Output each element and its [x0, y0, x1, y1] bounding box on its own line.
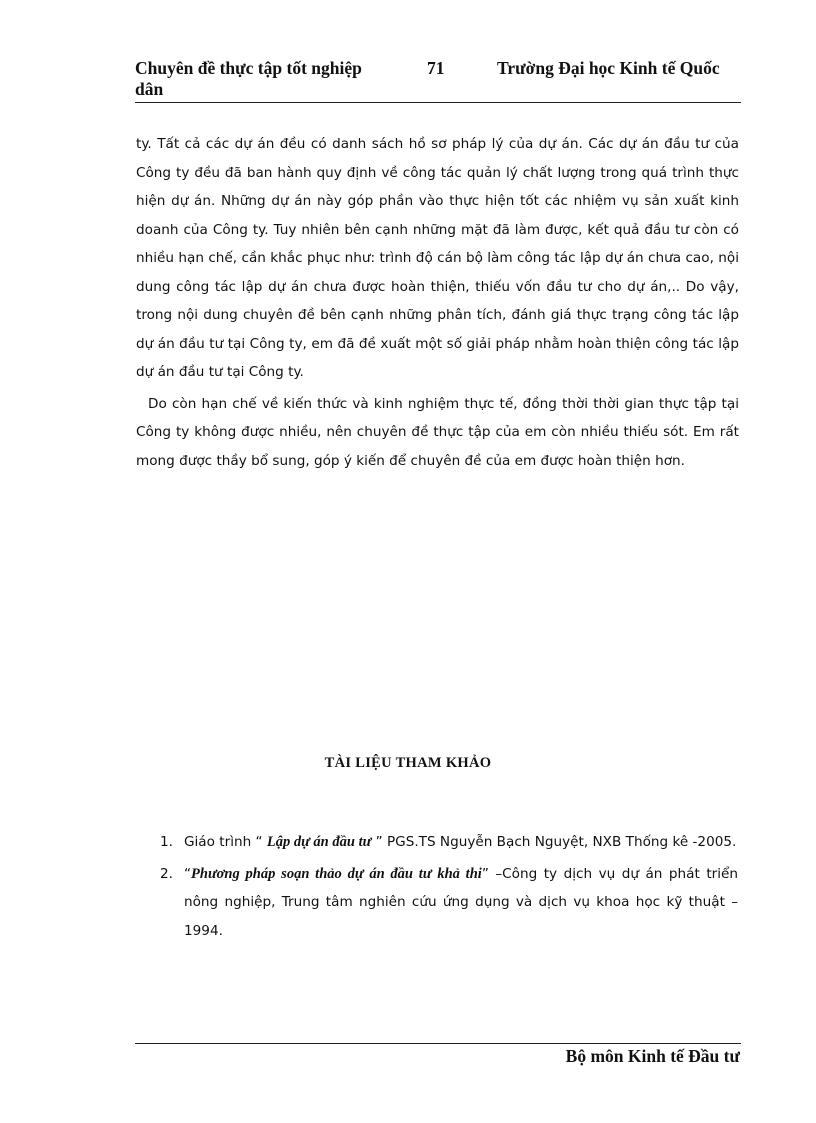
body-text — [136, 130, 739, 475]
reference-number: 2. — [160, 865, 173, 882]
reference-details: ” –Công ty dịch vụ dự án phát triển nông nghiệp, Trung tâm nghiên cứu ứng dụng và dịch vụ khoa học kỹ thuật – 1994. — [184, 865, 738, 939]
reference-item — [160, 860, 738, 946]
page-header — [135, 58, 741, 103]
page-footer: Bộ môn Kinh tế Đầu tư — [565, 1046, 740, 1066]
reference-prefix: Giáo trình “ — [184, 834, 267, 850]
paragraph: Do còn hạn chế về kiến thức và kinh nghiệm thực tế, đồng thời thời gian thực tập tại Công ty không được nhiều, nên chuyên đề thực tập của em còn nhiều thiếu sót. Em rất mong được thầy bổ sung, góp ý kiến để chuyên đề của em được hoàn thiện hơn. — [136, 395, 739, 469]
references-heading: TÀI LIỆU THAM KHẢO — [324, 755, 492, 771]
reference-prefix: “ — [184, 865, 192, 882]
reference-book-title: Lập dự án đầu tư — [266, 834, 372, 850]
reference-number: 1. — [160, 834, 173, 850]
header-university: Trường Đại học Kinh tế Quốc — [497, 58, 720, 78]
reference-details: ” PGS.TS Nguyễn Bạch Nguyệt, NXB Thống kê -2005. — [371, 834, 737, 850]
references-list — [160, 828, 738, 948]
footer-rule — [135, 1043, 741, 1044]
paragraph: ty. Tất cả các dự án đều có danh sách hồ sơ pháp lý của dự án. Các dự án đầu tư của Công ty đều đã ban hành quy định về công tác quản lý chất lượng trong quá trình thực hiện dự án. Những dự án này góp phần vào thực hiện tốt các nhiệm vụ sản xuất kinh doanh của Công ty. Tuy nhiên bên cạnh những mặt đã làm được, kết quả đầu tư còn có nhiều hạn chế, cần khắc phục như: trình độ cán bộ làm công tác lập dự án chưa cao, nội dung công tác lập dự án chưa được hoàn thiện, thiếu vốn đầu tư cho dự án,.. Do vậy, trong nội dung chuyên đề bên cạnh những phân tích, đánh giá thực trạng công tác lập dự án đầu tư tại Công ty, em đã đề xuất một số giải pháp nhằm hoàn thiện công tác lập dự án đầu tư tại Công ty. — [136, 136, 739, 380]
reference-book-title: Phương pháp soạn thảo dự án đầu tư khả thi — [191, 865, 482, 882]
page-number: 71 — [427, 58, 445, 78]
header-thesis-title: Chuyên đề thực tập tốt nghiệp — [135, 58, 362, 78]
reference-item — [160, 828, 738, 857]
header-university-wrap: dân — [135, 79, 164, 99]
